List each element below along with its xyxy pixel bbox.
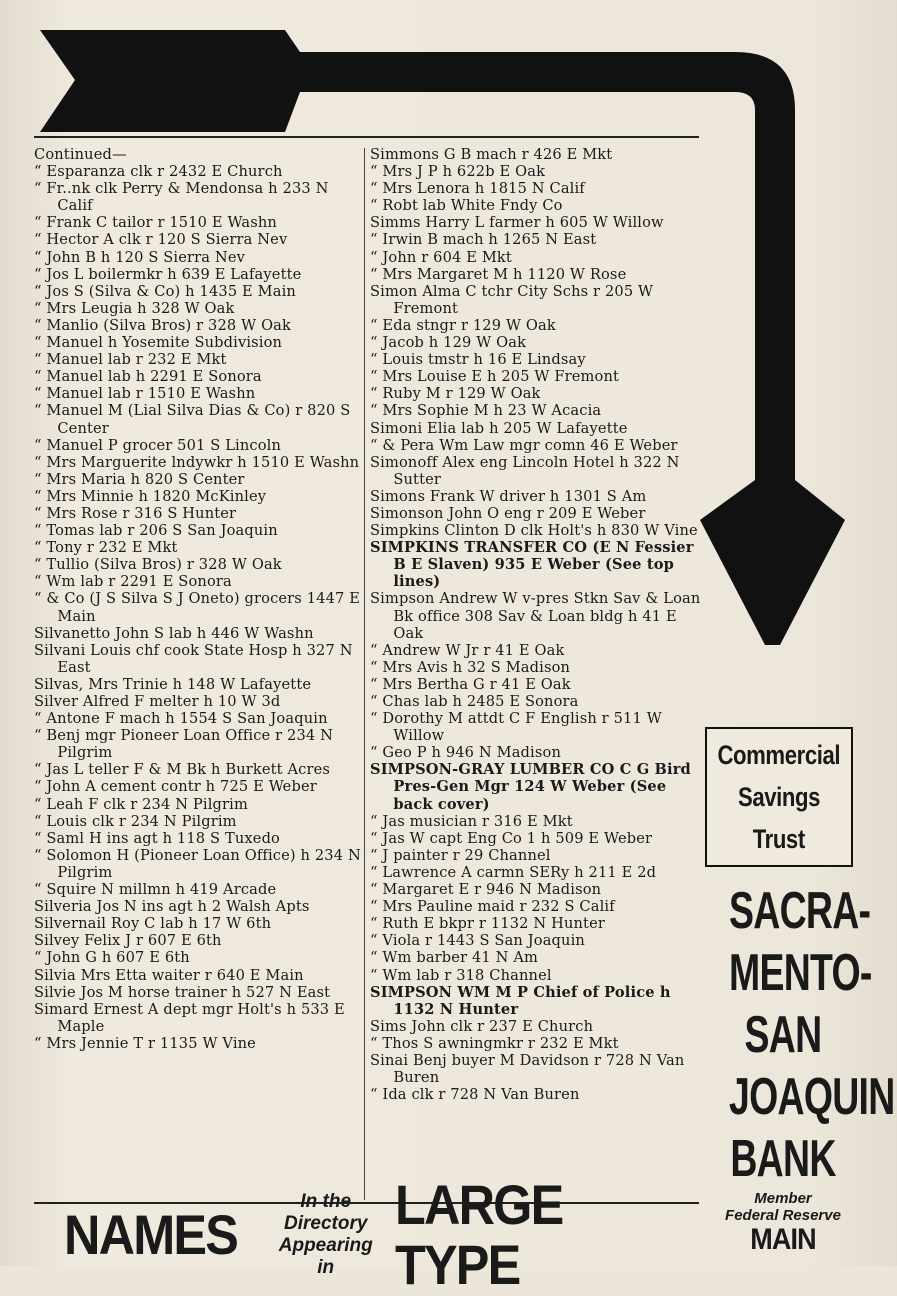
directory-entry: “ Fr..nk clk Perry & Mendonsa h 233 N Calif — [34, 180, 329, 215]
directory-entry: Silvas, Mrs Trinie h 148 W Lafayette — [34, 675, 312, 693]
directory-entry: “ Margaret E r 946 N Madison — [370, 881, 602, 899]
directory-entry: Silvey Felix J r 607 E 6th — [34, 932, 222, 950]
directory-entry: “ Saml H ins agt h 118 S Tuxedo — [34, 829, 280, 847]
ad-line: Trust — [752, 824, 806, 854]
directory-entry: “ Mrs Bertha G r 41 E Oak — [370, 675, 571, 693]
bank-line: SACRA- — [729, 882, 871, 940]
directory-entry: “ Louis tmstr h 16 E Lindsay — [370, 351, 586, 369]
directory-entry: “ Mrs Sophie M h 23 W Acacia — [370, 402, 602, 420]
directory-entry: “ Jos L boilermkr h 639 E Lafayette — [34, 265, 302, 283]
directory-entry: Silvia Mrs Etta waiter r 640 E Main — [34, 966, 304, 984]
directory-entry: “ Tullio (Silva Bros) r 328 W Oak — [34, 556, 282, 574]
large-type-banner — [64, 1173, 674, 1296]
directory-entry: “ Louis clk r 234 N Pilgrim — [34, 812, 237, 830]
sacramento-san-joaquin-bank-ad — [708, 880, 895, 1256]
directory-entry: “ Mrs Pauline maid r 232 S Calif — [370, 898, 615, 916]
directory-entry: Simon Alma C tchr City Schs r 205 W Fremont — [370, 282, 654, 317]
directory-entry: “ Solomon H (Pioneer Loan Office) h 234 N Pilgrim — [34, 846, 361, 881]
directory-entry: “ Mrs Rose r 316 S Hunter — [34, 504, 237, 522]
directory-entry: Simmons G B mach r 426 E Mkt — [370, 146, 613, 163]
banner-middle-line: Appearing in — [278, 1235, 373, 1278]
directory-entry: “ Thos S awningmkr r 232 E Mkt — [370, 1034, 619, 1052]
banner-middle — [268, 1191, 383, 1279]
directory-entry: “ Viola r 1443 S San Joaquin — [370, 932, 585, 950]
directory-entry: “ Mrs Maria h 820 S Center — [34, 470, 245, 488]
bank-line: JOAQUIN — [729, 1068, 895, 1126]
top-rule — [34, 136, 699, 138]
directory-entry: “ Tony r 232 E Mkt — [34, 539, 178, 557]
main-line: MAIN — [750, 1223, 816, 1256]
directory-entry: “ & Pera Wm Law mgr comn 46 E Weber — [370, 436, 678, 454]
directory-entry: “ Jas musician r 316 E Mkt — [370, 812, 573, 830]
directory-entry: “ J painter r 29 Channel — [370, 846, 551, 864]
directory-entry: “ Mrs Louise E h 205 W Fremont — [370, 368, 620, 386]
directory-entry: “ Manuel P grocer 501 S Lincoln — [34, 436, 282, 454]
directory-entry: “ & Co (J S Silva S J Oneto) grocers 1447 E Main — [34, 590, 361, 625]
directory-entry: Simpkins Clinton D clk Holt's h 830 W Vine — [370, 522, 698, 540]
directory-entry: “ Wm lab r 2291 E Sonora — [34, 573, 232, 591]
directory-entry: “ John B h 120 S Sierra Nev — [34, 248, 245, 266]
directory-entry: “ Wm lab r 318 Channel — [370, 966, 552, 984]
directory-entry: “ Manuel M (Lial Silva Dias & Co) r 820 S Center — [34, 402, 351, 437]
banner-middle-line: In the Directory — [284, 1191, 368, 1234]
directory-entry: “ Squire N millmn h 419 Arcade — [34, 881, 277, 899]
directory-entry: “ Jas W capt Eng Co 1 h 509 E Weber — [370, 829, 653, 847]
directory-entry: Sinai Benj buyer M Davidson r 728 N Van Buren — [370, 1051, 685, 1087]
directory-entry: “ Ida clk r 728 N Van Buren — [370, 1086, 580, 1104]
directory-entry: “ Manuel h Yosemite Subdivision — [34, 334, 283, 352]
member-line: Federal Reserve — [725, 1207, 841, 1224]
directory-entry: Simard Ernest A dept mgr Holt's h 533 E Maple — [34, 1000, 345, 1035]
directory-entry: “ Robt lab White Fndy Co — [370, 197, 563, 215]
bank-line: BANK — [730, 1130, 836, 1188]
directory-entry: “ Geo P h 946 N Madison — [370, 744, 561, 762]
directory-entry: Simonson John O eng r 209 E Weber — [370, 504, 646, 522]
directory-entry: Silveria Jos N ins agt h 2 Walsh Apts — [34, 898, 310, 916]
directory-entry: “ Jos S (Silva & Co) h 1435 E Main — [34, 282, 296, 300]
directory-entry: “ Mrs Leugia h 328 W Oak — [34, 299, 235, 317]
directory-entry: Sims John clk r 237 E Church — [370, 1017, 594, 1035]
bank-line: SAN — [744, 1006, 822, 1064]
column-divider — [364, 148, 365, 1200]
directory-entry: “ Leah F clk r 234 N Pilgrim — [34, 795, 248, 813]
directory-entry: “ Jas L teller F & M Bk h Burkett Acres — [34, 761, 331, 779]
member-line: Member — [754, 1190, 812, 1207]
directory-entry: “ Lawrence A carmn SERy h 211 E 2d — [370, 863, 657, 881]
directory-entry: SIMPKINS TRANSFER CO (E N Fessier B E Slaven) 935 E Weber (See top lines) — [370, 539, 694, 591]
directory-entry: “ Mrs Lenora h 1815 N Calif — [370, 180, 585, 198]
directory-entry: “ Esparanza clk r 2432 E Church — [34, 163, 283, 181]
directory-entry: “ Ruth E bkpr r 1132 N Hunter — [370, 915, 605, 933]
section-heading: Continued— — [34, 146, 127, 163]
banner-names: NAMES — [64, 1203, 238, 1266]
directory-entry: “ Mrs Avis h 32 S Madison — [370, 658, 571, 676]
directory-entry: “ John G h 607 E 6th — [34, 949, 190, 967]
directory-entry: “ Mrs Minnie h 1820 McKinley — [34, 487, 267, 505]
directory-entry: “ Mrs Jennie T r 1135 W Vine — [34, 1034, 256, 1052]
directory-entry: “ John r 604 E Mkt — [370, 248, 512, 266]
banner-large-type: LARGE TYPE — [395, 1173, 563, 1296]
directory-entry: “ Andrew W Jr r 41 E Oak — [370, 641, 565, 659]
ad-line: Commercial — [717, 740, 841, 770]
directory-entry: Simoni Elia lab h 205 W Lafayette — [370, 419, 628, 437]
directory-entry: Simms Harry L farmer h 605 W Willow — [370, 214, 664, 232]
directory-entry: “ Manuel lab r 1510 E Washn — [34, 385, 256, 403]
commercial-savings-trust-ad — [705, 727, 853, 867]
directory-entry: “ Manuel lab r 232 E Mkt — [34, 351, 227, 369]
directory-entry: “ Manuel lab h 2291 E Sonora — [34, 368, 262, 386]
directory-entry: “ Mrs J P h 622b E Oak — [370, 163, 546, 181]
directory-entry: “ Chas lab h 2485 E Sonora — [370, 693, 579, 710]
directory-entry: “ Mrs Margaret M h 1120 W Rose — [370, 265, 627, 283]
ad-line: Savings — [737, 782, 821, 812]
directory-entry: Silvani Louis chf cook State Hosp h 327 N East — [34, 641, 353, 676]
directory-entry: “ John A cement contr h 725 E Weber — [34, 778, 317, 796]
directory-entry: “ Mrs Marguerite lndywkr h 1510 E Washn — [34, 453, 360, 471]
directory-entry: “ Manlio (Silva Bros) r 328 W Oak — [34, 316, 292, 334]
directory-entry: Silver Alfred F melter h 10 W 3d — [34, 693, 281, 710]
directory-entry: “ Benj mgr Pioneer Loan Office r 234 N Pilgrim — [34, 727, 334, 762]
directory-entry: Silvernail Roy C lab h 17 W 6th — [34, 915, 272, 933]
directory-entry: SIMPSON-GRAY LUMBER CO C G Bird Pres-Gen Mgr 124 W Weber (See back cover) — [370, 761, 691, 813]
directory-entry: Simonoff Alex eng Lincoln Hotel h 322 N Sutter — [370, 453, 680, 488]
directory-entry: “ Irwin B mach h 1265 N East — [370, 231, 597, 249]
directory-entry: “ Wm barber 41 N Am — [370, 949, 539, 967]
directory-entry: “ Hector A clk r 120 S Sierra Nev — [34, 231, 288, 249]
directory-entry: “ Frank C tailor r 1510 E Washn — [34, 214, 277, 232]
directory-entry: “ Dorothy M attdt C F English r 511 W Willow — [370, 710, 662, 745]
bank-line: MENTO- — [729, 944, 872, 1002]
directory-entry: Simons Frank W driver h 1301 S Am — [370, 487, 647, 505]
directory-entry: “ Tomas lab r 206 S San Joaquin — [34, 522, 278, 540]
left-column — [34, 146, 364, 1052]
middle-column — [370, 146, 702, 1103]
directory-entry: “ Antone F mach h 1554 S San Joaquin — [34, 710, 328, 728]
directory-entry: Simpson Andrew W v-pres Stkn Sav & Loan Bk office 308 Sav & Loan bldg h 41 E Oak — [370, 590, 701, 642]
directory-entry: Silvie Jos M horse trainer h 527 N East — [34, 983, 331, 1001]
directory-entry: “ Jacob h 129 W Oak — [370, 334, 527, 352]
directory-entry: “ Eda stngr r 129 W Oak — [370, 316, 556, 334]
directory-entry: “ Ruby M r 129 W Oak — [370, 385, 541, 403]
directory-entry: SIMPSON WM M P Chief of Police h 1132 N Hunter — [370, 983, 671, 1018]
directory-entry: Silvanetto John S lab h 446 W Washn — [34, 624, 314, 642]
